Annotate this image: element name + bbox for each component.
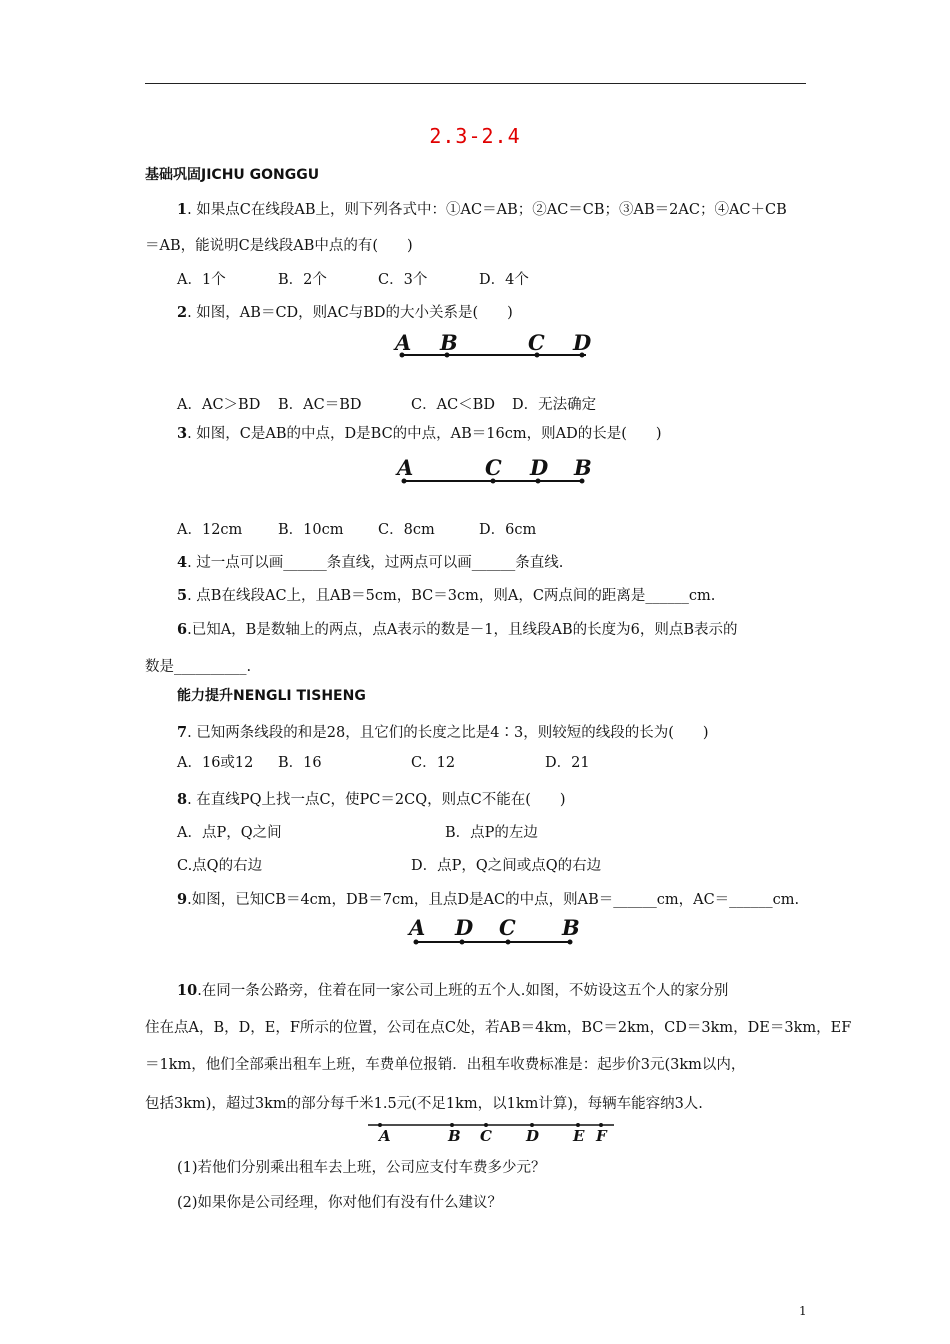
q3-option-b: B．10cm [278, 522, 344, 538]
q2-option-b: B．AC＝BD [278, 397, 362, 413]
q10-line3: ＝1km，他们全部乘出租车上班，车费单位报销．出租车收费标准是：起步价3元(3km以内， [145, 1057, 746, 1073]
q8-option-d: D．点P，Q之间或点Q的右边 [411, 858, 602, 874]
q1-option-b: B．2个 [278, 272, 327, 288]
q5-text: . 点B在线段AC上，且AB＝5cm，BC＝3cm，则A，C两点间的距离是______cm. [187, 588, 716, 604]
q7-option-b: B．16 [278, 755, 322, 771]
q2-text: . 如图，AB＝CD，则AC与BD的大小关系是( ) [187, 305, 513, 321]
q1-text: . 如果点C在线段AB上，则下列各式中：①AC＝AB；②AC＝CB；③AB＝2AC；④AC＋CB [187, 202, 787, 218]
q2-number: 2 [177, 304, 188, 321]
q8-option-c: C.点Q的右边 [177, 858, 263, 874]
q10-label-d: D [526, 1127, 540, 1145]
q8-number: 8 [177, 791, 188, 808]
q10-line2: 住在点A，B，D，E，F所示的位置，公司在点C处，若AB＝4km，BC＝2km，CD＝3km，DE＝3km，EF [145, 1020, 852, 1036]
q1-option-c: C．3个 [378, 272, 428, 288]
q3-option-c: C．8cm [378, 522, 435, 538]
q1-line2: ＝AB，能说明C是线段AB中点的有( ) [145, 238, 413, 254]
q9-label-d: D [455, 915, 474, 940]
section-basic-heading: 基础巩固JICHU GONGGU [145, 167, 320, 183]
q1-option-a: A．1个 [177, 272, 226, 288]
q6-number: 6 [177, 621, 188, 638]
q8-option-b: B．点P的左边 [445, 825, 538, 841]
q7-option-d: D．21 [545, 755, 590, 771]
q4-text: . 过一点可以画______条直线，过两点可以画______条直线. [187, 555, 564, 571]
q2-option-c: C．AC＜BD [411, 397, 495, 413]
q9-label-c: C [499, 915, 516, 940]
q10-label-a: A [379, 1127, 391, 1145]
q2-label-b: B [440, 330, 458, 355]
q3-text: . 如图，C是AB的中点，D是BC的中点，AB＝16cm，则AD的长是( ) [187, 426, 662, 442]
q7-option-a: A．16或12 [177, 755, 254, 771]
q10-sub1: (1)若他们分别乘出租车去上班，公司应支付车费多少元？ [177, 1160, 546, 1176]
q10-text: .在同一条公路旁，住着在同一家公司上班的五个人.如图，不妨设这五个人的家分别 [197, 983, 729, 999]
q2-label-a: A [395, 330, 412, 355]
q2-option-a: A．AC＞BD [177, 397, 261, 413]
q10-label-c: C [480, 1127, 492, 1145]
q8-option-a: A．点P，Q之间 [177, 825, 282, 841]
q1-number: 1 [177, 201, 188, 218]
page-number: 1 [799, 1304, 807, 1318]
q8-text: . 在直线PQ上找一点C，使PC＝2CQ，则点C不能在( ) [187, 792, 566, 808]
q3-label-a: A [397, 455, 414, 480]
q10-label-b: B [448, 1127, 461, 1145]
section-advanced-heading: 能力提升NENGLI TISHENG [177, 688, 366, 704]
q1-option-d: D．4个 [479, 272, 529, 288]
q2-label-d: D [573, 330, 592, 355]
q5-number: 5 [177, 587, 188, 604]
q10-label-e: E [573, 1127, 585, 1145]
q2-label-c: C [528, 330, 545, 355]
q2-option-d: D．无法确定 [512, 397, 597, 413]
q10-line4: 包括3km)，超过3km的部分每千米1.5元(不足1km，以1km计算)，每辆车能容纳3人. [145, 1096, 703, 1112]
q7-number: 7 [177, 724, 188, 741]
q10-number: 10 [177, 982, 198, 999]
page-title: 2.3-2.4 [429, 124, 521, 148]
q3-label-d: D [530, 455, 549, 480]
q9-number: 9 [177, 891, 188, 908]
q3-label-b: B [574, 455, 592, 480]
q6-text: .已知A，B是数轴上的两点，点A表示的数是－1，且线段AB的长度为6，则点B表示的 [187, 622, 738, 638]
q3-label-c: C [485, 455, 502, 480]
q4-number: 4 [177, 554, 188, 571]
q9-label-b: B [562, 915, 580, 940]
q10-label-f: F [596, 1127, 607, 1145]
q9-text: .如图，已知CB＝4cm，DB＝7cm，且点D是AC的中点，则AB＝______cm，AC＝______cm. [187, 892, 800, 908]
q3-option-d: D．6cm [479, 522, 537, 538]
q7-option-c: C．12 [411, 755, 456, 771]
q9-label-a: A [409, 915, 426, 940]
q7-text: . 已知两条线段的和是28，且它们的长度之比是4∶3，则较短的线段的长为( ) [187, 725, 709, 741]
q3-number: 3 [177, 425, 188, 442]
q6-line2: 数是__________. [145, 659, 252, 675]
q3-option-a: A．12cm [177, 522, 243, 538]
q10-sub2: (2)如果你是公司经理，你对他们有没有什么建议？ [177, 1195, 503, 1211]
